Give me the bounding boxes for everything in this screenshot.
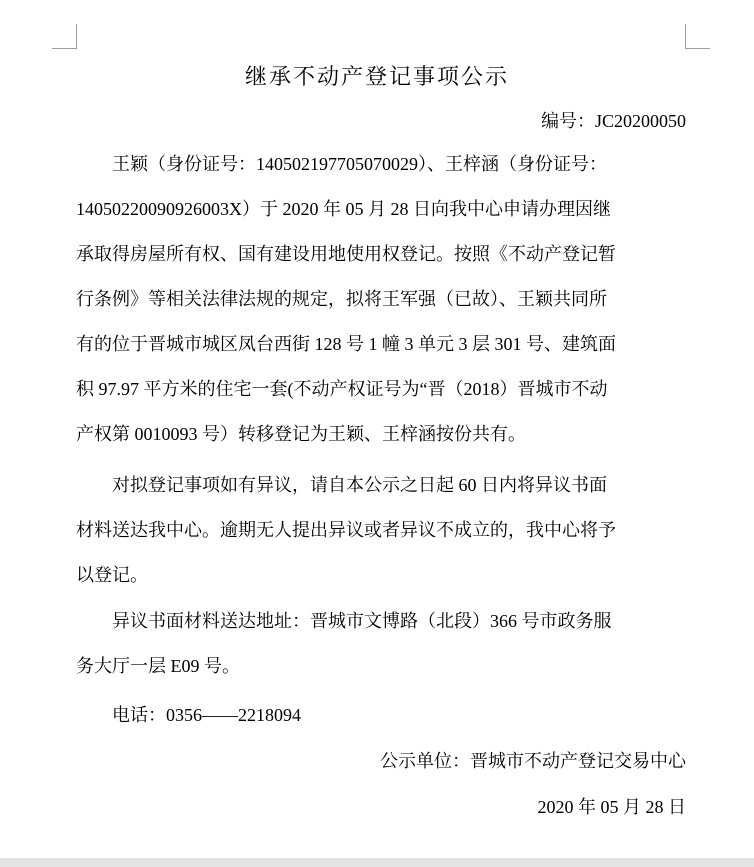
horizontal-scrollbar[interactable] <box>0 858 754 867</box>
paragraph-phone <box>76 693 686 738</box>
paragraph-line: 异议书面材料送达地址：晋城市文博路（北段）366 号市政务服 <box>76 611 612 631</box>
paragraph-line: 行条例》等相关法律法规的规定，拟将王军强（已故）、王颖共同所 <box>76 289 607 309</box>
paragraph-line: 对拟登记事项如有异议，请自本公示之日起 60 日内将异议书面 <box>76 475 607 495</box>
phone-line: 电话：0356——2218094 <box>76 705 301 725</box>
paragraph-line: 有的位于晋城市城区凤台西街 128 号 1 幢 3 单元 3 层 301 号、建筑面 <box>76 334 616 354</box>
paragraph-line: 务大厅一层 E09 号。 <box>76 656 240 676</box>
page-corner-mark-top-right <box>685 24 710 49</box>
paragraph-line: 材料送达我中心。逾期无人提出异议或者异议不成立的，我中心将予 <box>76 520 616 540</box>
paragraph-line: 王颖（身份证号：140502197705070029）、王梓涵（身份证号： <box>76 154 607 174</box>
paragraph-objection <box>76 463 686 598</box>
paragraph-line: 以登记。 <box>76 565 148 585</box>
paragraph-address <box>76 599 686 689</box>
issue-date: 2020 年 05 月 28 日 <box>537 797 686 817</box>
paragraph-line: 14050220090926003X）于 2020 年 05 月 28 日向我中心申请办理因继 <box>76 199 611 219</box>
document-title: 继承不动产登记事项公示 <box>244 64 509 89</box>
page-corner-mark-top-left <box>52 24 77 49</box>
document-number: 编号：JC20200050 <box>540 111 686 131</box>
paragraph-line: 承取得房屋所有权、国有建设用地使用权登记。按照《不动产登记暂 <box>76 244 616 264</box>
paragraph-line: 积 97.97 平方米的住宅一套(不动产权证号为“晋（2018）晋城市不动 <box>76 379 608 399</box>
issuing-unit: 公示单位：晋城市不动产登记交易中心 <box>380 751 686 771</box>
paragraph-line: 产权第 0010093 号）转移登记为王颖、王梓涵按份共有。 <box>76 424 526 444</box>
paragraph-application <box>76 142 686 457</box>
